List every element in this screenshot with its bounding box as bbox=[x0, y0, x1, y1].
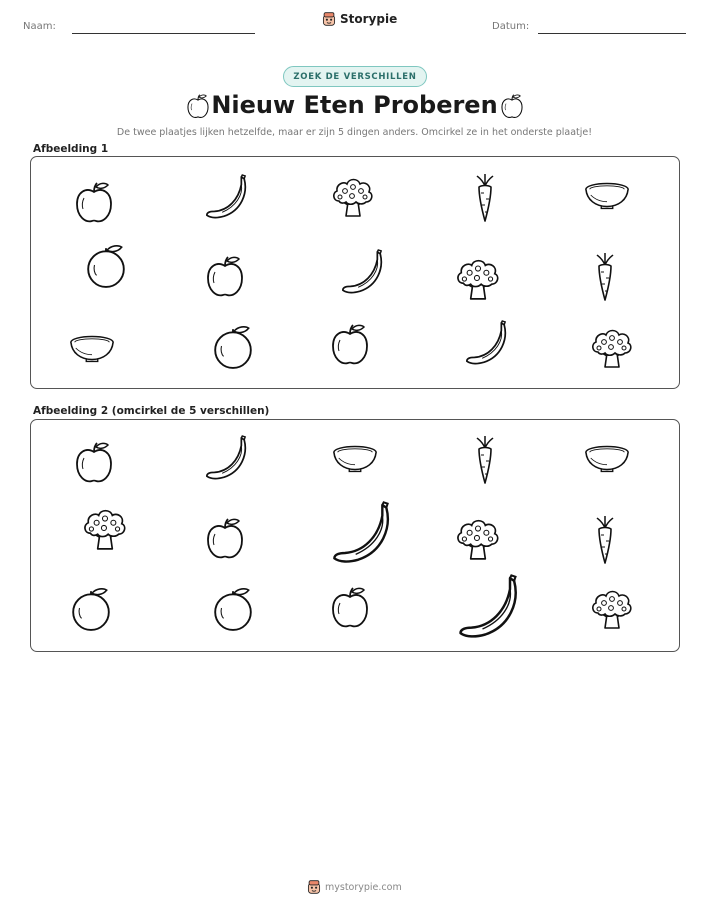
mascot-icon bbox=[322, 12, 336, 26]
apple-icon[interactable] bbox=[205, 516, 245, 560]
orange-icon[interactable] bbox=[212, 587, 254, 631]
panel-1-frame bbox=[30, 156, 680, 389]
broccoli-icon[interactable] bbox=[82, 506, 128, 552]
apple-icon bbox=[500, 93, 524, 119]
brand-logo bbox=[322, 12, 397, 26]
apple-icon[interactable] bbox=[205, 254, 245, 298]
bowl-icon[interactable] bbox=[69, 333, 115, 363]
broccoli-icon[interactable] bbox=[455, 256, 501, 302]
bowl-icon[interactable] bbox=[584, 180, 630, 210]
apple-icon[interactable] bbox=[73, 440, 115, 484]
page-title: Nieuw Eten Proberen bbox=[211, 91, 498, 119]
orange-icon[interactable] bbox=[212, 325, 254, 369]
apple-icon[interactable] bbox=[73, 180, 115, 224]
broccoli-icon[interactable] bbox=[590, 326, 634, 370]
mascot-icon bbox=[307, 880, 321, 894]
carrot-icon[interactable] bbox=[473, 174, 497, 222]
apple-icon[interactable] bbox=[329, 322, 371, 366]
footer bbox=[307, 880, 402, 894]
date-label: Datum: bbox=[492, 21, 530, 32]
broccoli-icon[interactable] bbox=[590, 587, 634, 631]
bowl-icon[interactable] bbox=[332, 443, 378, 473]
bowl-icon[interactable] bbox=[584, 443, 630, 473]
panel-1-label: Afbeelding 1 bbox=[33, 143, 109, 155]
banana-icon[interactable] bbox=[329, 501, 393, 565]
name-label: Naam: bbox=[23, 21, 56, 32]
banana-icon[interactable] bbox=[463, 320, 509, 366]
activity-badge: ZOEK DE VERSCHILLEN bbox=[283, 66, 427, 87]
banana-icon[interactable] bbox=[203, 174, 249, 220]
name-line[interactable] bbox=[72, 33, 255, 34]
carrot-icon[interactable] bbox=[473, 436, 497, 484]
broccoli-icon[interactable] bbox=[455, 516, 501, 562]
brand-name: Storypie bbox=[340, 12, 398, 26]
carrot-icon[interactable] bbox=[593, 253, 617, 301]
banana-icon[interactable] bbox=[203, 435, 249, 481]
instructions: De twee plaatjes lijken hetzelfde, maar er zijn 5 dingen anders. Omcirkel ze in het onderste plaatje! bbox=[116, 127, 593, 138]
banana-icon[interactable] bbox=[455, 574, 521, 640]
orange-icon[interactable] bbox=[85, 244, 127, 288]
banana-icon[interactable] bbox=[339, 249, 385, 295]
orange-icon[interactable] bbox=[70, 587, 112, 631]
panel-2-frame bbox=[30, 419, 680, 652]
carrot-icon[interactable] bbox=[593, 516, 617, 564]
broccoli-icon[interactable] bbox=[331, 175, 375, 219]
apple-icon[interactable] bbox=[329, 585, 371, 629]
panel-2-label: Afbeelding 2 (omcirkel de 5 verschillen) bbox=[33, 405, 270, 417]
date-line[interactable] bbox=[538, 33, 686, 34]
footer-site: mystorypie.com bbox=[325, 881, 402, 893]
